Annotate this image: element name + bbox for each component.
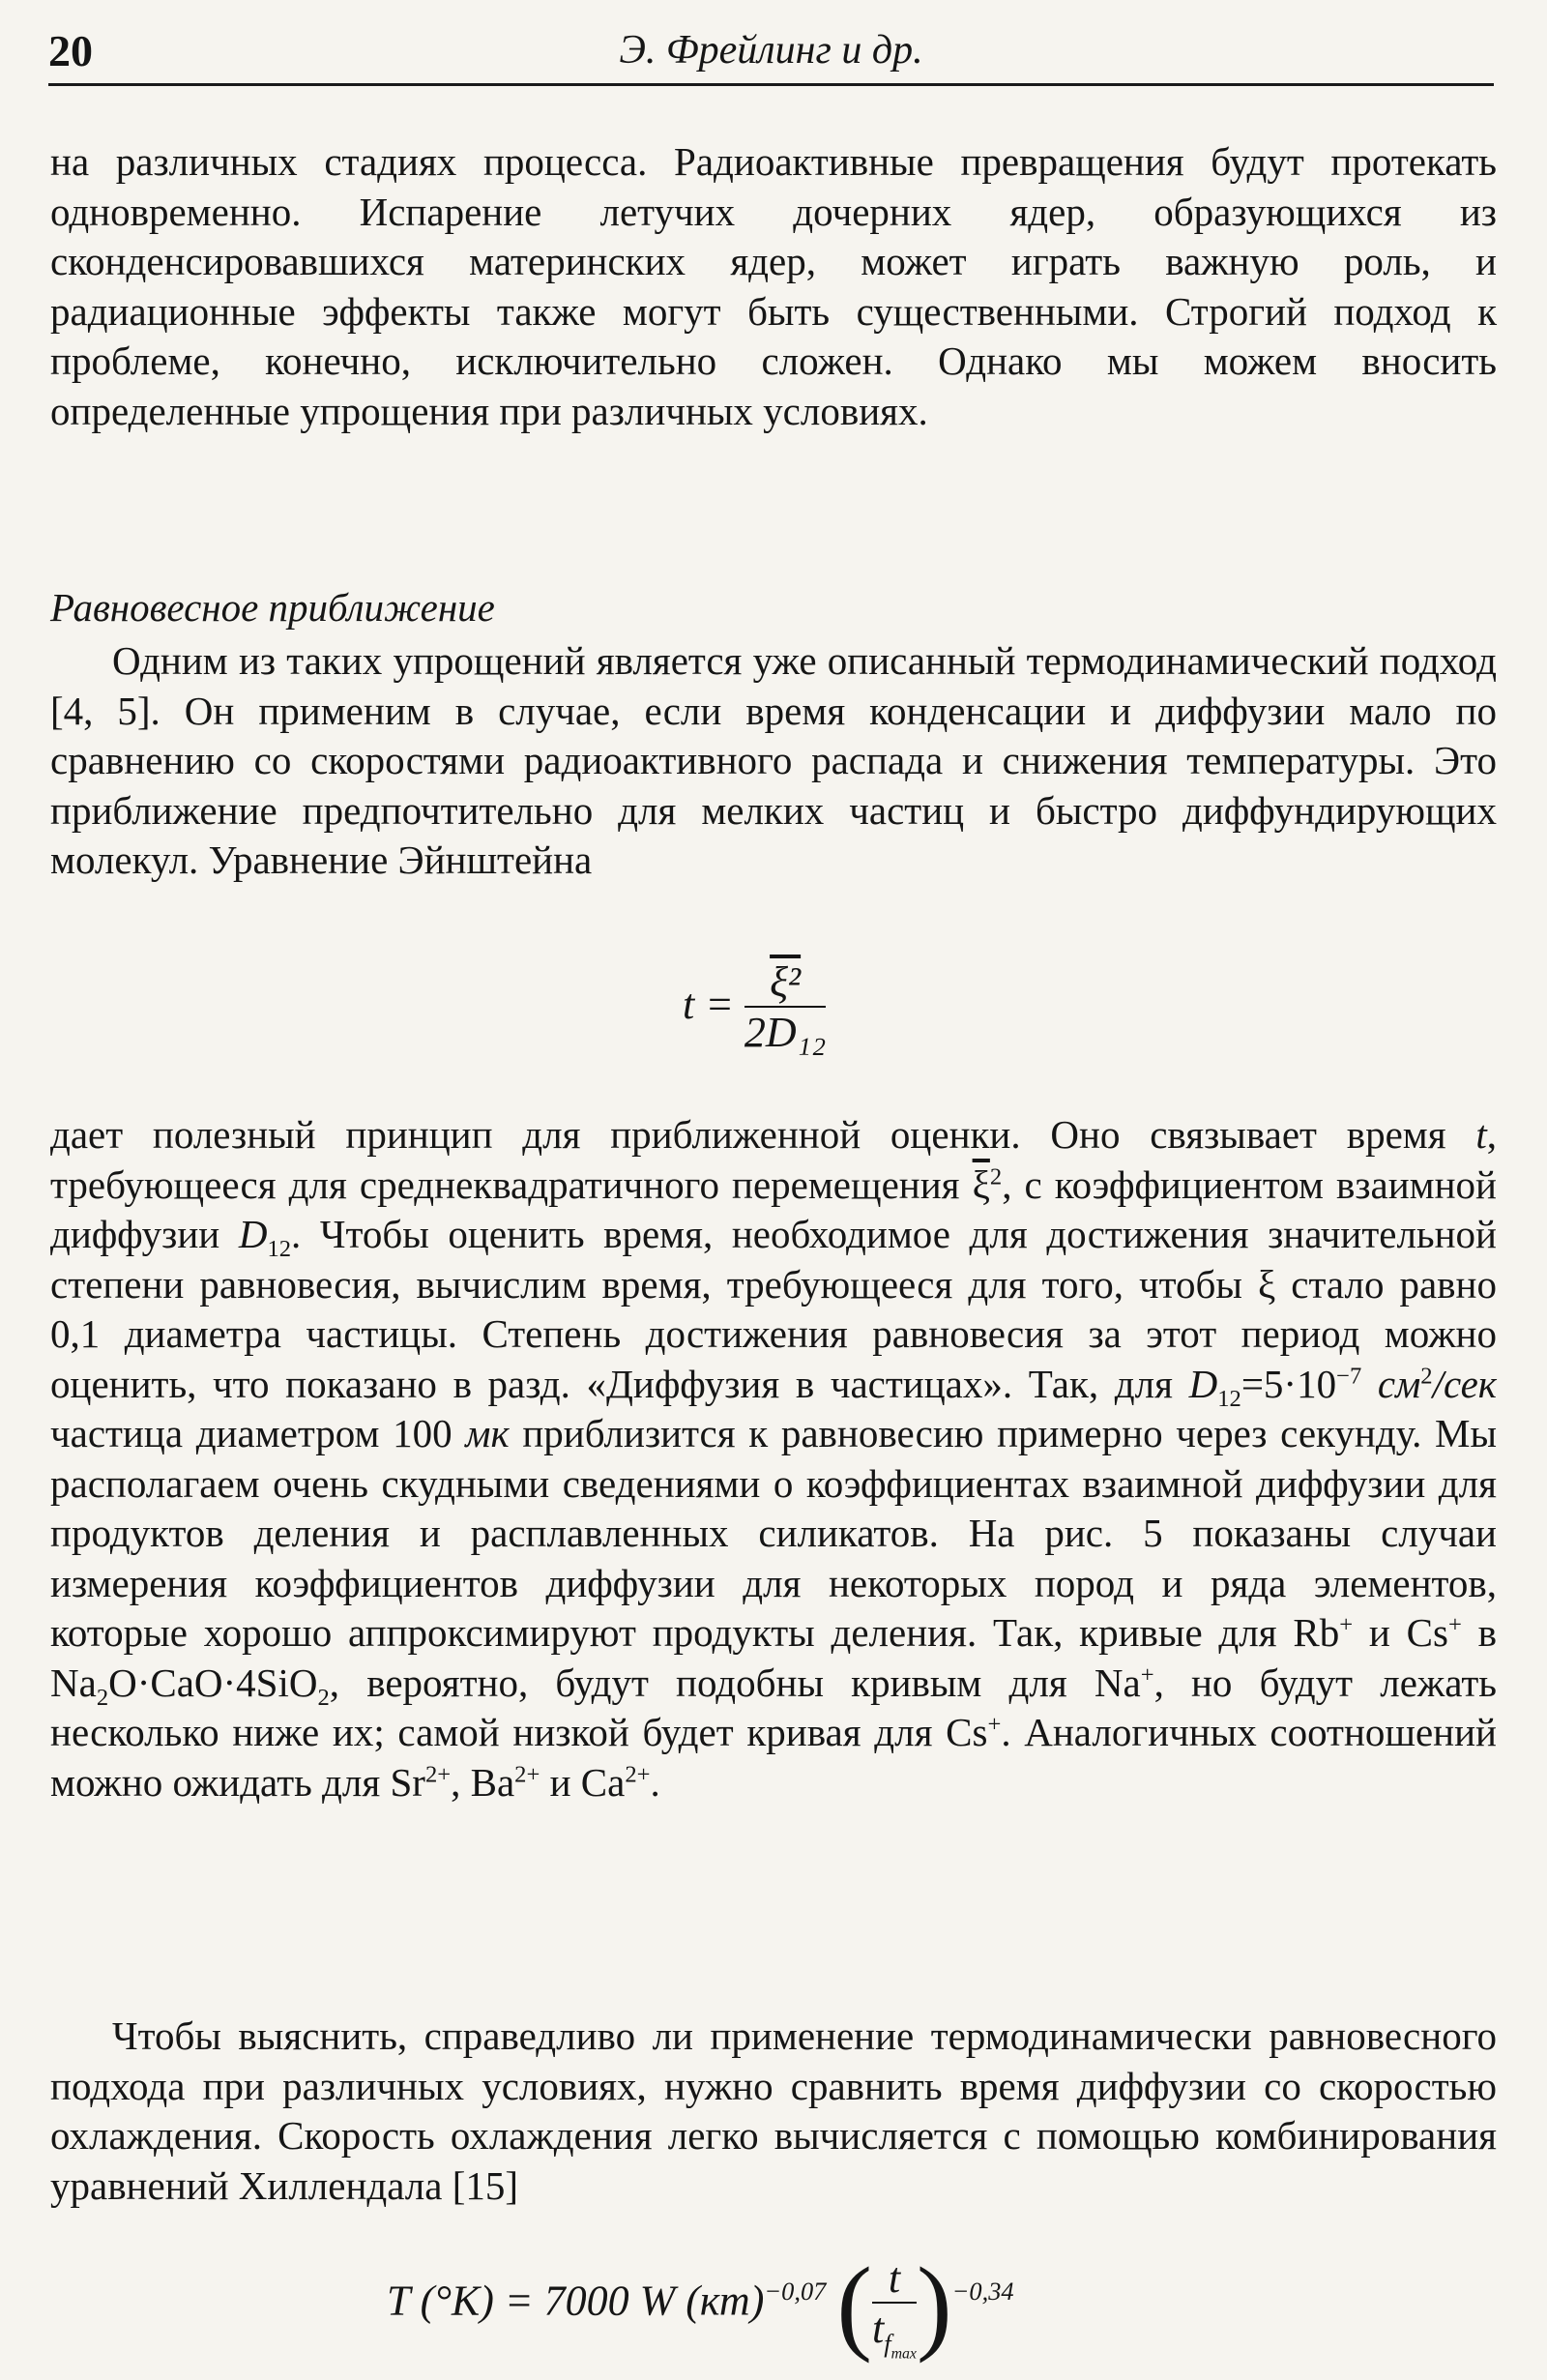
equation-numerator: ξ² [770, 958, 802, 1006]
running-head: Э. Фрейлинг и др. [619, 28, 923, 73]
paragraph2: дает полезный принцип для приближенной оценки. Оно связывает время t, требующееся для среднеквадратичного перемещения $\overline{\xi}^2$, с коэффициентом взаимной диффузии $D_{12}$. Чтобы оценить время, необходимое для достижения значительной степени равновесия, вычислим время, требующееся для того, чтобы ξ стало равно 0,1 диаметра частицы. Степень достижения равновесия за этот период можно оценить, что показано в разд. «Диффузия в частицах». Так, для $D_{12}=5\cdot 10^{-7}$ $см^2$/сек частица диаметром 100 мк приблизится к равновесию примерно через секунду. Мы располагаем очень скудными сведениями о коэффициентах взаимной диффузии для продуктов деления и расплавленных силикатов. На рис. 5 показаны случаи измерения коэффициентов диффузии для некоторых пород и ряда элементов, которые хорошо аппроксимируют продукты деления. Так, кривые для Rb+ и Cs+ в $Na_2O\cdot CaO\cdot 4SiO_2$, вероятно, будут подобны кривым для Na+, но будут лежать несколько ниже их; самой низкой будет кривая для Cs+. Аналогичных соотношений можно ожидать для $Sr^{2+}$, $Ba^{2+}$ и $Ca^{2+}$. [50, 1112, 1498, 1805]
left-parenthesis: ( [836, 2246, 872, 2364]
equation-lhs: t = [683, 981, 734, 1029]
right-parenthesis: ) [916, 2246, 952, 2364]
equation2-exponent2: −0,34 [951, 2276, 1014, 2306]
equation2-numerator: t [872, 2255, 917, 2304]
section-paragraph: Одним из таких упрощений является уже описанный термодинамический подход [4, 5]. Он применим в случае, если время конденсации и диффузии мало по сравнению со скоростями радиоактивного распада и снижения температуры. Это приближение предпочтительно для мелких частиц и быстро диффундирующих молекул. Уравнение Эйнштейна [50, 638, 1497, 882]
equation2-lhs: T (°K) = 7000 W (кт) [387, 2277, 765, 2325]
intro-paragraph: на различных стадиях процесса. Радиоактивные превращения будут протекать одновременно. Испарение летучих дочерних ядер, образующихся из сконденсировавшихся материнских ядер, может играть важную роль, и радиационные эффекты также могут быть существенными. Строгий подход к проблеме, конечно, исключительно сложен. Однако мы можем вносить определенные упрощения при различных условиях. [50, 139, 1497, 433]
paragraph3: Чтобы выяснить, справедливо ли применение термодинамически равновесного подхода при различных условиях, нужно сравнить время диффузии со скоростью охлаждения. Скорость охлаждения легко вычисляется с помощью комбинирования уравнений Хиллендала [15] [50, 2013, 1497, 2208]
page-number: 20 [48, 26, 93, 75]
equation2-denominator: $t_{f_{max}}$ [872, 2305, 917, 2363]
equation-denominator: 2D₁₂ [744, 1009, 827, 1056]
intro-paragraph-block [50, 137, 1497, 436]
equation2-fraction [872, 2254, 917, 2363]
section-heading: Равновесное приближение [50, 585, 495, 630]
paragraph2-block [50, 1110, 1497, 1807]
equation-fraction [744, 959, 826, 1058]
section-paragraph-block [50, 636, 1497, 886]
equation2-exponent1: −0,07 [764, 2276, 827, 2306]
hillendahl-equation [387, 2244, 1014, 2366]
einstein-equation [683, 959, 826, 1058]
page-header [48, 21, 1494, 86]
paragraph3-block [50, 2012, 1497, 2211]
